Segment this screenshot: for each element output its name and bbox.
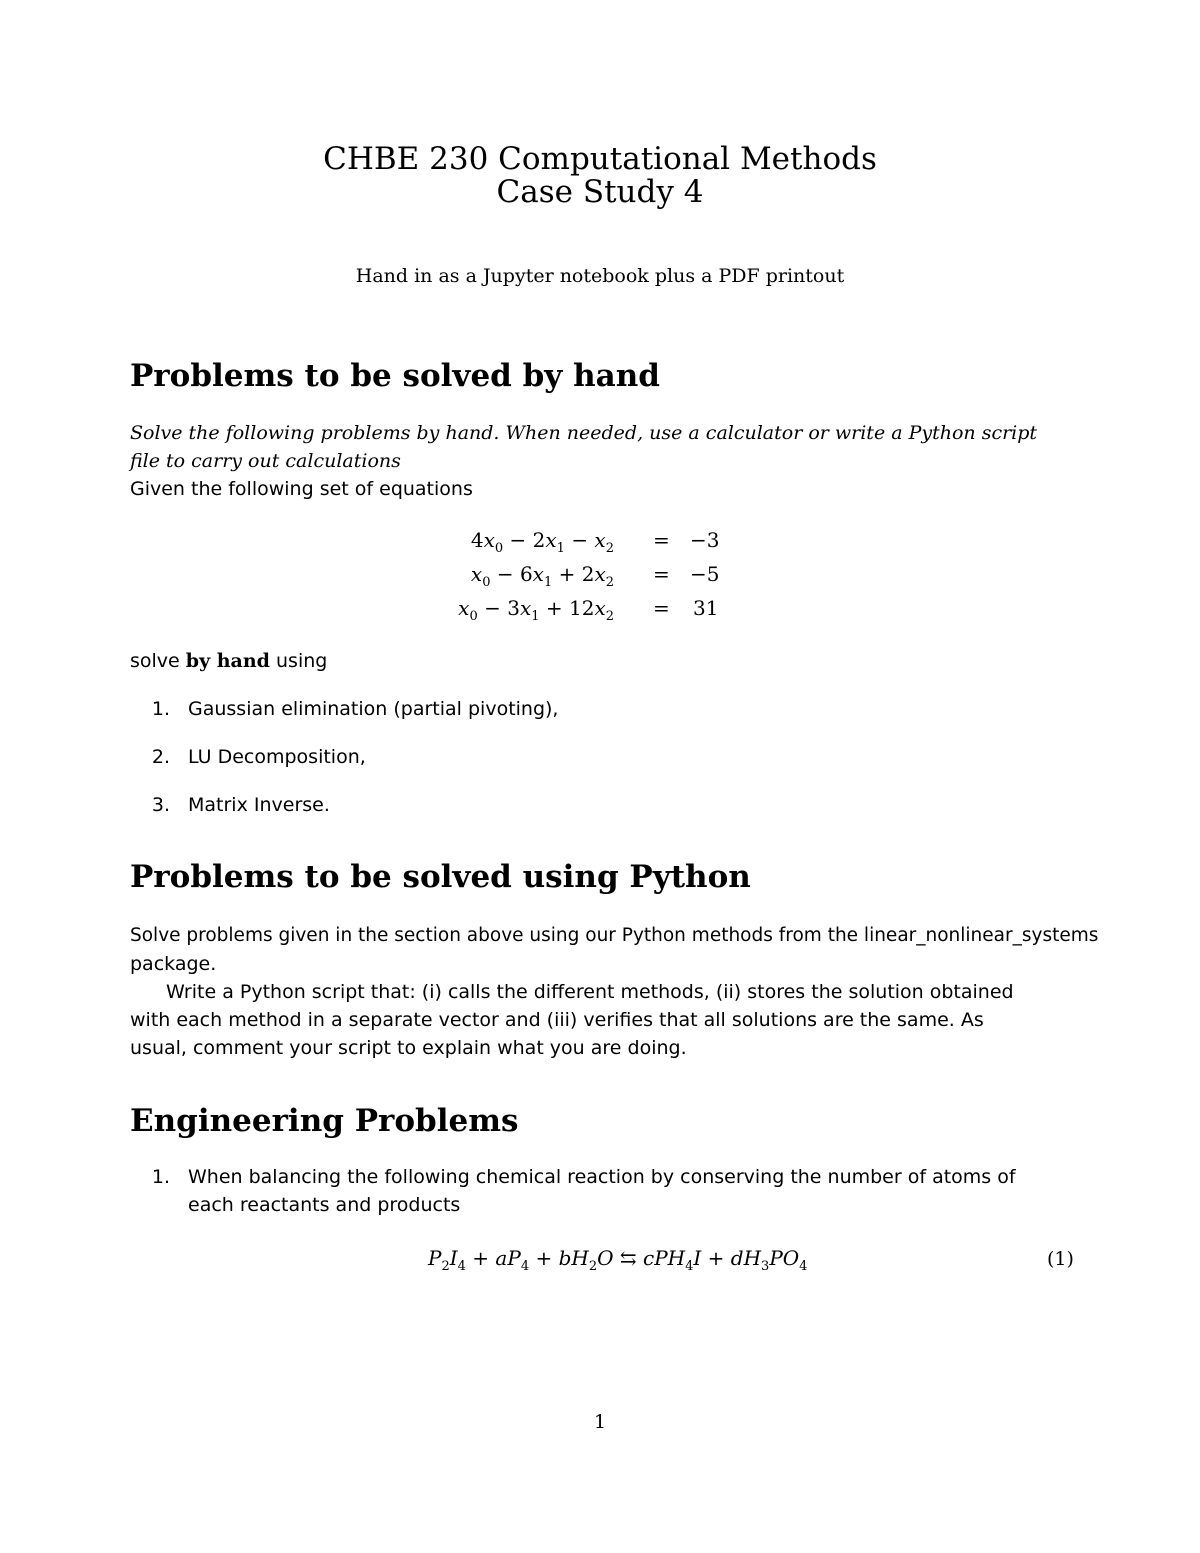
eng-item-line-1: When balancing the following chemical reaction by conserving the number of atoms of — [188, 1166, 1016, 1188]
solve-bold: by hand — [185, 650, 270, 672]
eng-item-line-2: each reactants and products — [188, 1194, 461, 1216]
solve-pre: solve — [130, 650, 180, 672]
title-line-2: Case Study 4 — [496, 174, 704, 210]
intro-italic-line-2: file to carry out calculations — [130, 450, 401, 472]
list-item — [130, 746, 830, 794]
para2-line-2: with each method in a separate vector and (iii) verifies that all solutions are the same. As — [130, 1009, 984, 1031]
equation-row: $x_0 - 3x_1 + 12x_2$ = 31 — [458, 596, 719, 624]
list-number: 2. — [151, 746, 170, 768]
section-heading-python: Problems to be solved using Python — [130, 859, 751, 895]
document-subtitle: Hand in as a Jupyter notebook plus a PDF printout — [355, 265, 845, 287]
para1-line-1: Solve problems given in the section above using our Python methods from the linear_nonlinear_systems — [130, 925, 1099, 946]
title-line-1: CHBE 230 Computational Methods — [323, 141, 877, 177]
chemical-equation: $P_2I_4 + aP_4 + bH_2O$ ⇆ $cPH_4I + dH_3PO_4$ — [428, 1246, 808, 1274]
solve-instruction — [130, 650, 327, 672]
equation-rhs: −5 — [690, 562, 720, 586]
document-title — [0, 143, 1200, 209]
page-number: 1 — [593, 1411, 607, 1433]
para2-line-3: usual, comment your script to explain what you are doing. — [130, 1037, 687, 1059]
list-item — [130, 698, 830, 746]
equation-row: $x_0 - 6x_1 + 2x_2$ = −5 — [470, 562, 720, 590]
list-number: 1. — [151, 1166, 170, 1188]
list-number: 1. — [151, 698, 170, 720]
equation-rhs: −3 — [690, 528, 720, 552]
equation-system — [440, 528, 740, 630]
list-number: 3. — [151, 794, 170, 816]
para1-line-2: package. — [130, 953, 217, 975]
para2-line-1: Write a Python script that: (i) calls the different methods, (ii) stores the solution obtained — [166, 981, 1014, 1003]
list-item — [130, 794, 830, 842]
given-text: Given the following set of equations — [130, 478, 473, 500]
solve-post: using — [276, 650, 328, 672]
list-text: Matrix Inverse. — [188, 794, 330, 816]
list-text: LU Decomposition, — [188, 746, 366, 768]
section-heading-by-hand: Problems to be solved by hand — [130, 358, 660, 394]
method-list — [130, 698, 830, 842]
section-heading-engineering: Engineering Problems — [130, 1103, 519, 1139]
list-text: Gaussian elimination (partial pivoting), — [188, 698, 559, 720]
equation-number: (1) — [1047, 1248, 1074, 1270]
equation-rhs: 31 — [693, 596, 719, 620]
intro-italic-line-1: Solve the following problems by hand. When needed, use a calculator or write a Python script — [130, 422, 1038, 444]
equation-row: $4x_0 - 2x_1 - x_2$ = −3 — [470, 528, 720, 556]
